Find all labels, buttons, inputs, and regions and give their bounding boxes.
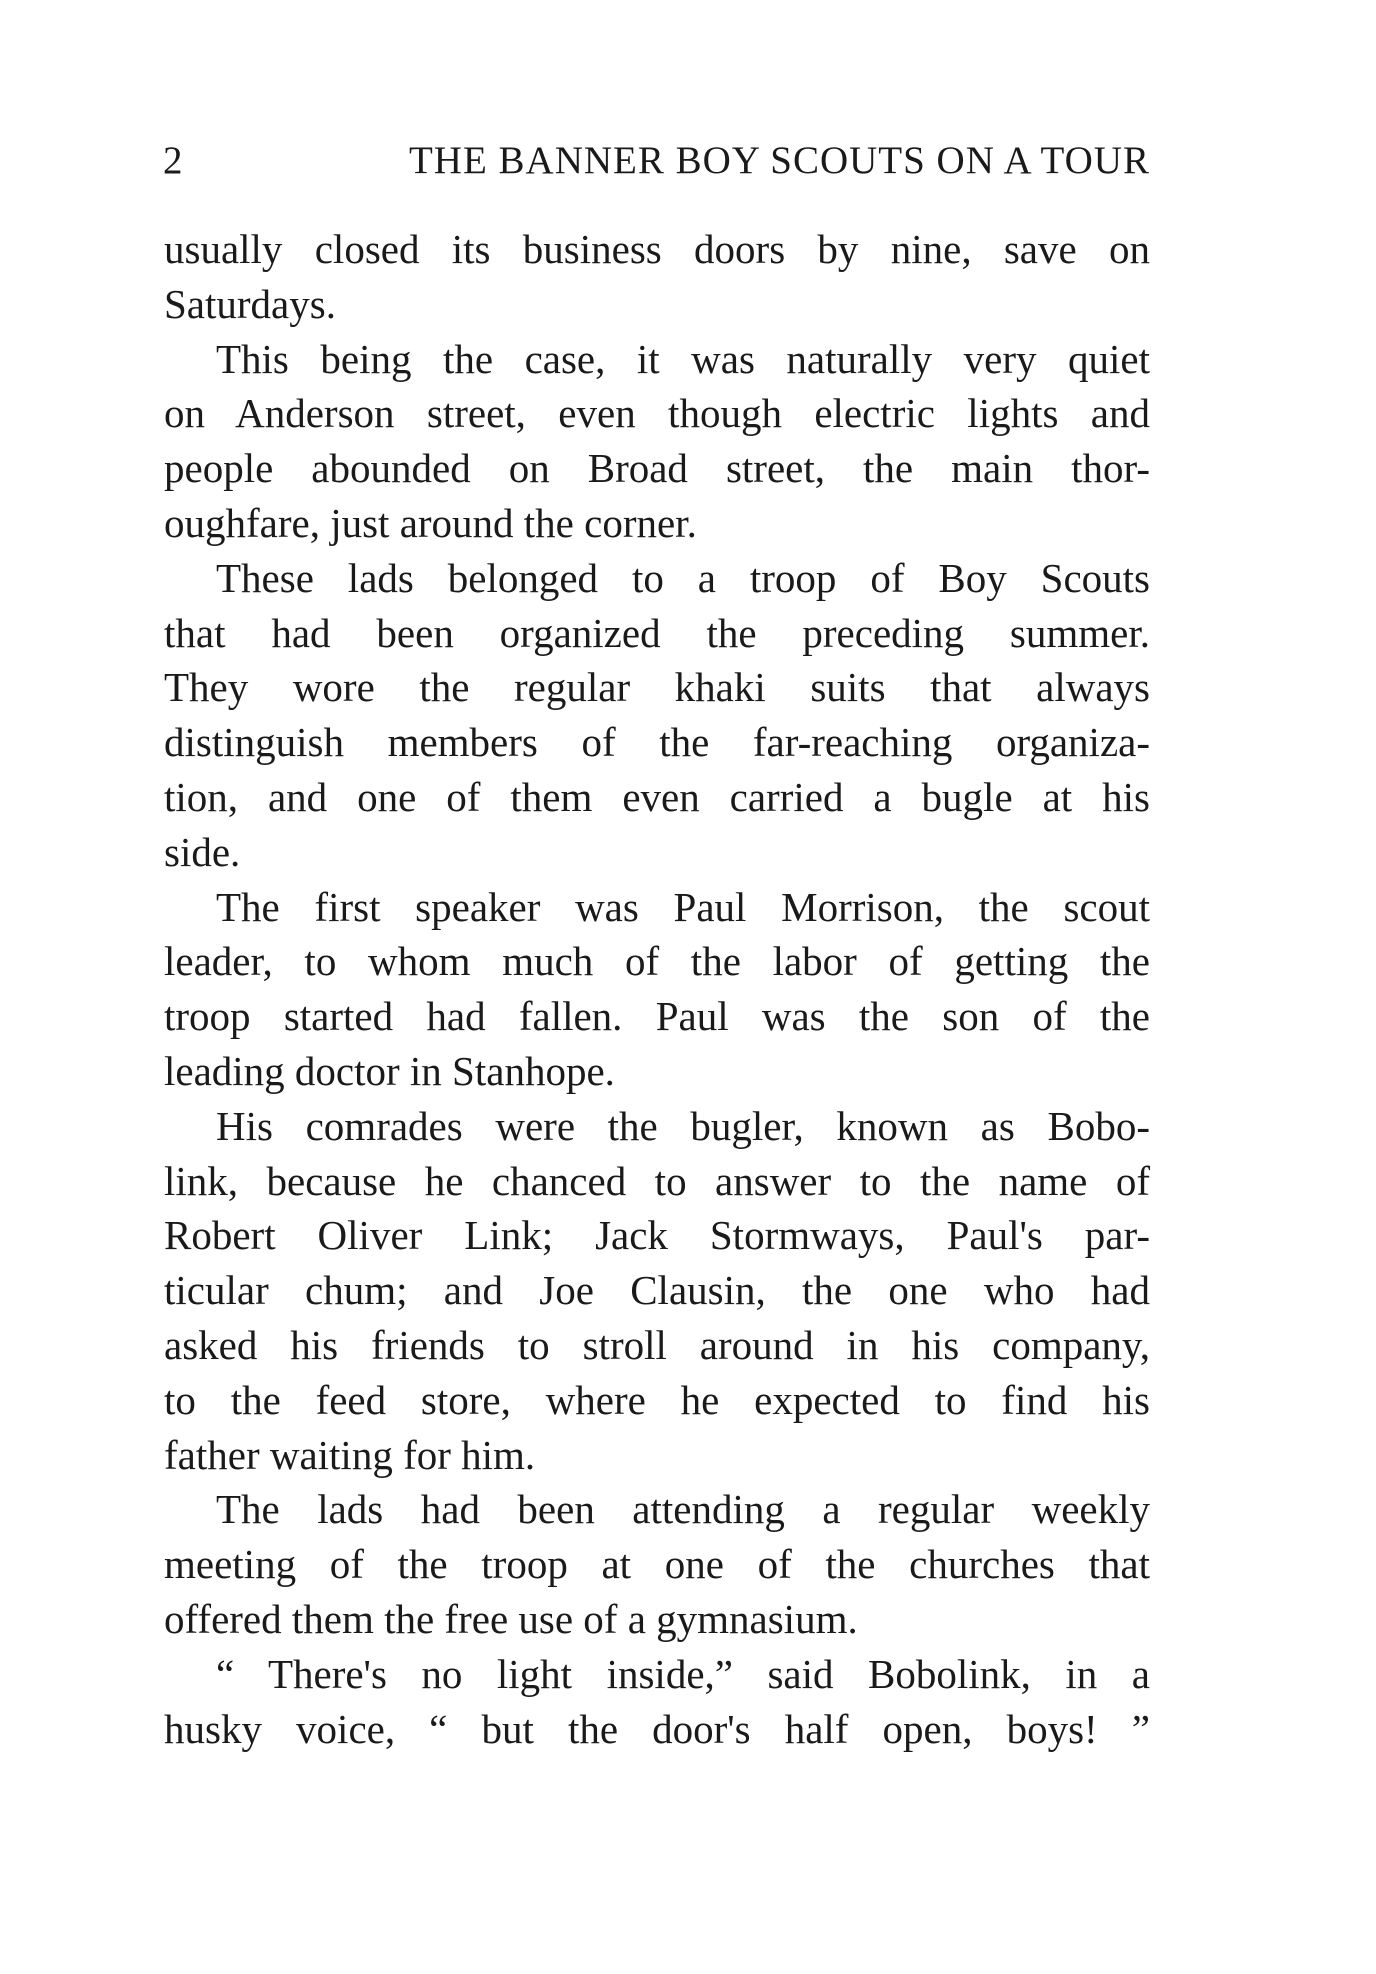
text-line: father waiting for him. — [164, 1431, 536, 1478]
paragraph-3 — [164, 551, 1150, 880]
text-line: side. — [164, 828, 241, 875]
text-line: They wore the regular khaki suits that always — [164, 664, 1150, 711]
text-line: troop started had fallen. Paul was the son of the — [164, 993, 1150, 1040]
text-line: asked his friends to stroll around in his company, — [164, 1321, 1150, 1368]
body-text — [164, 222, 1150, 1756]
text-line: His comrades were the bugler, known as Bobo- — [216, 1102, 1150, 1149]
text-line: Robert Oliver Link; Jack Stormways, Paul's par- — [164, 1212, 1150, 1259]
text-line: distinguish members of the far-reaching organiza- — [164, 719, 1150, 766]
paragraph-4 — [164, 880, 1150, 1099]
text-line: husky voice, “ but the door's half open, boys! ” — [164, 1705, 1150, 1752]
paragraph-7 — [164, 1647, 1150, 1757]
text-line: to the feed store, where he expected to find his — [164, 1376, 1150, 1423]
book-title: THE BANNER BOY SCOUTS ON A TOUR — [408, 139, 1150, 182]
text-line: leader, to whom much of the labor of getting the — [164, 938, 1150, 985]
page-number: 2 — [163, 139, 184, 182]
text-line: that had been organized the preceding summer. — [164, 609, 1150, 656]
text-line: offered them the free use of a gymnasium. — [164, 1595, 858, 1642]
text-line: meeting of the troop at one of the churches that — [164, 1541, 1150, 1588]
text-line: oughfare, just around the corner. — [164, 499, 697, 546]
text-line: Saturdays. — [164, 280, 336, 327]
text-line: This being the case, it was naturally very quiet — [216, 335, 1150, 382]
paragraph-5 — [164, 1099, 1150, 1483]
text-line: “ There's no light inside,” said Bobolink, in a — [216, 1650, 1150, 1697]
text-line: link, because he chanced to answer to the name of — [164, 1157, 1150, 1204]
text-line: The first speaker was Paul Morrison, the scout — [216, 883, 1150, 930]
paragraph-1 — [164, 222, 1150, 332]
text-line: on Anderson street, even though electric lights and — [164, 390, 1150, 437]
text-line: These lads belonged to a troop of Boy Scouts — [216, 554, 1150, 601]
paragraph-2 — [164, 332, 1150, 551]
text-line: people abounded on Broad street, the main thor- — [164, 445, 1150, 492]
paragraph-6 — [164, 1482, 1150, 1646]
text-line: ticular chum; and Joe Clausin, the one who had — [164, 1267, 1150, 1314]
running-head — [163, 138, 1150, 194]
text-line: usually closed its business doors by nine, save on — [164, 226, 1150, 272]
text-line: leading doctor in Stanhope. — [164, 1047, 615, 1094]
text-line: tion, and one of them even carried a bugle at his — [164, 773, 1150, 820]
text-line: The lads had been attending a regular weekly — [216, 1486, 1150, 1533]
